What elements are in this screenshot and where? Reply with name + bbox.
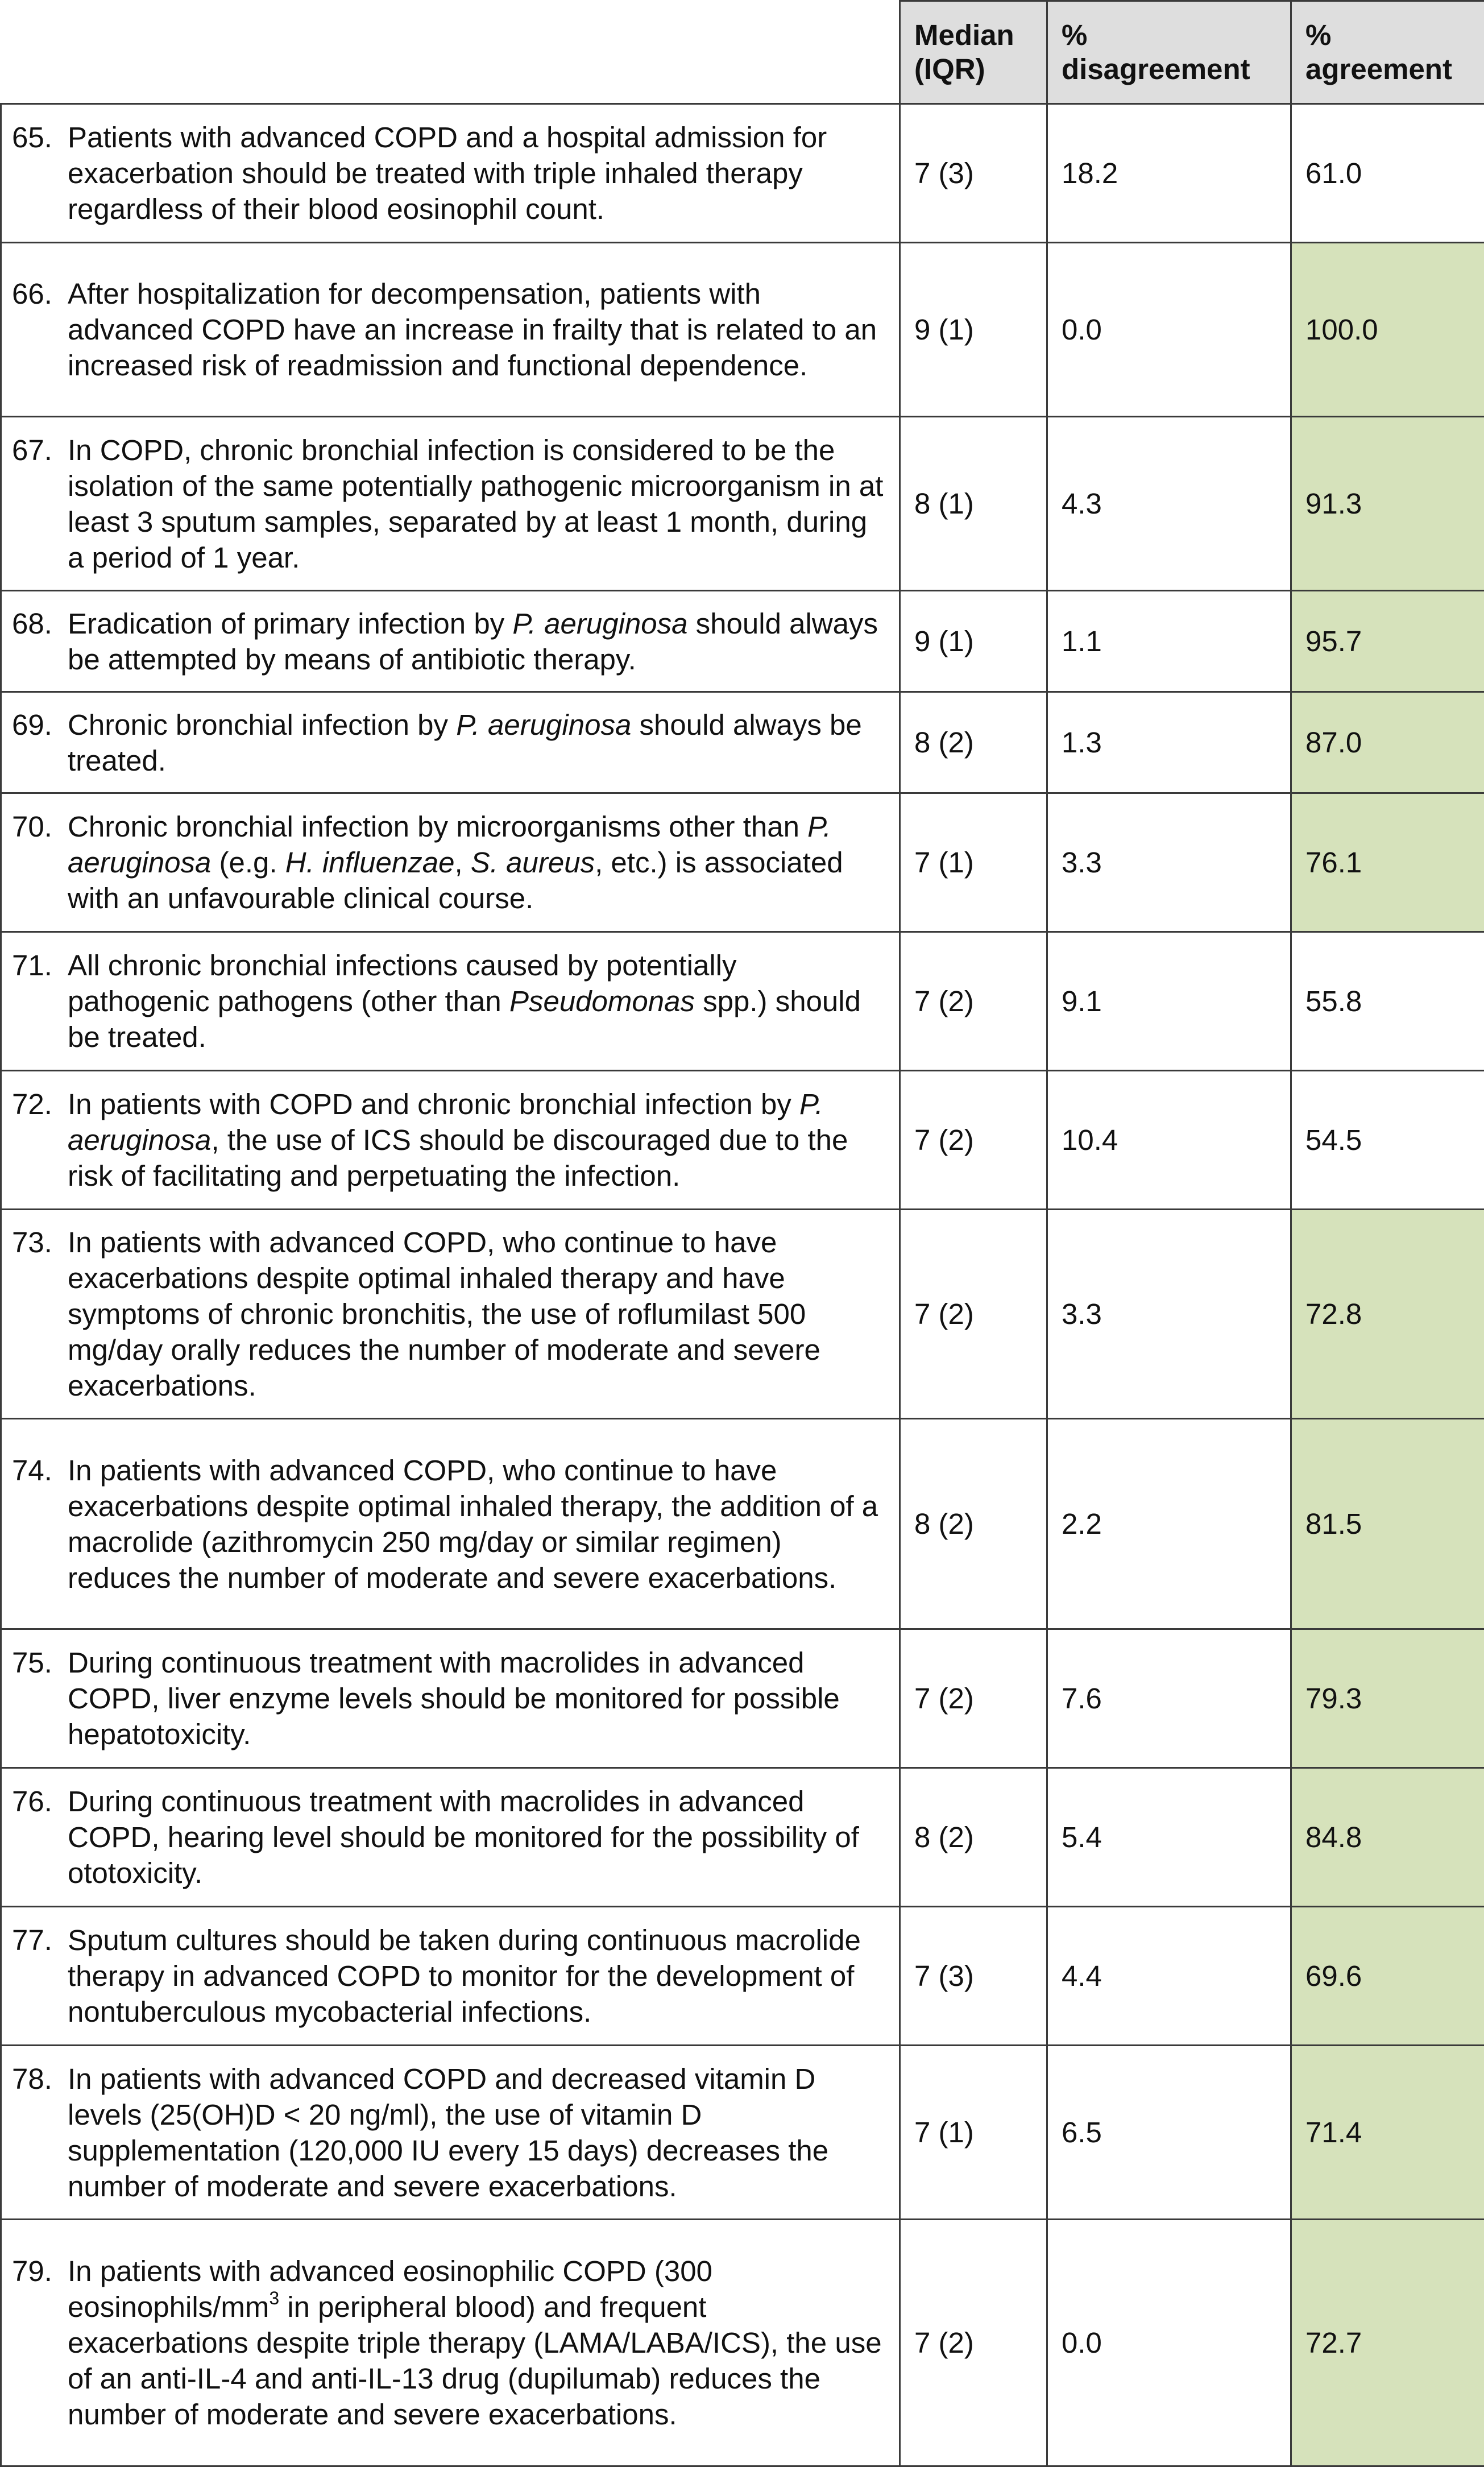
table-row [1,1907,1484,2046]
statement-cell [1,104,900,243]
statement-text-segment: spp.) should be treated. [68,985,861,1053]
statement-text [68,1922,886,2030]
statement-text-segment: , etc.) is associated with an unfavourable clinical course. [68,846,843,914]
statement-cell [1,1768,900,1907]
statement-number: 79. [12,2253,68,2289]
statement-text [68,2061,886,2204]
statement-cell [1,932,900,1071]
statement-text-segment: Sputum cultures should be taken during continuous macrolide therapy in advanced COPD to monitor for the development of nontuberculous mycobacterial infections. [68,1924,861,2028]
header-row [1,1,1484,104]
statement-number: 72. [12,1086,68,1122]
statement-cell [1,692,900,793]
disagreement-cell: 1.1 [1047,591,1291,692]
disagreement-cell: 2.2 [1047,1419,1291,1629]
table-row [1,1629,1484,1768]
statement-text-segment: should always be treated. [68,709,862,777]
statement-text-segment: All chronic bronchial infections caused by potentially pathogenic pathogens (other than [68,949,737,1017]
agreement-cell: 79.3 [1291,1629,1484,1768]
statement-cell [1,243,900,417]
statement-text-segment: , the use of ICS should be discouraged due to the risk of facilitating and perpetuating the infection. [68,1124,848,1192]
statement-text [68,276,886,383]
statement-text-segment: (e.g. [211,846,285,879]
statement-cell [1,1629,900,1768]
median-iqr-cell: 7 (2) [900,932,1047,1071]
statement-text-segment: In COPD, chronic bronchial infection is considered to be the isolation of the same potentially pathogenic microorganism in at least 3 sputum samples, separated by at least 1 month, during a period of 1 year. [68,434,883,574]
table-row [1,591,1484,692]
statement-italic-term: P. aeruginosa [456,709,631,741]
statement-cell [1,1907,900,2046]
statement-rows [1,104,1484,2466]
disagreement-cell: 7.6 [1047,1629,1291,1768]
statement-number: 65. [12,119,68,155]
median-iqr-cell: 7 (3) [900,1907,1047,2046]
median-iqr-cell: 7 (3) [900,104,1047,243]
agreement-cell: 72.7 [1291,2220,1484,2466]
table-row [1,243,1484,417]
statement-text-segment: should always be attempted by means of antibiotic therapy. [68,607,878,676]
statement-text-segment: Chronic bronchial infection by [68,709,456,741]
table-row [1,1210,1484,1419]
statement-number: 71. [12,947,68,983]
statement-italic-term: P. aeruginosa [68,810,831,879]
statement-text [68,809,886,916]
statement-cell [1,591,900,692]
statement-text-segment: Patients with advanced COPD and a hospital admission for exacerbation should be treated with triple inhaled therapy regardless of their blood eosinophil count. [68,121,827,225]
disagreement-cell: 0.0 [1047,243,1291,417]
table-row [1,1768,1484,1907]
statement-number: 76. [12,1783,68,1819]
statement-number: 69. [12,707,68,743]
statement-cell [1,2220,900,2466]
statement-text [68,119,886,227]
statement-text-segment: In patients with COPD and chronic bronchial infection by [68,1088,799,1120]
agreement-cell: 91.3 [1291,417,1484,591]
median-iqr-cell: 7 (2) [900,2220,1047,2466]
table-row [1,2220,1484,2466]
statement-cell [1,1210,900,1419]
statement-text-segment: in peripheral blood) and frequent exacerbations despite triple therapy (LAMA/LABA/ICS), the use of an anti-IL-4 and anti-IL-13 drug (dupilumab) reduces the number of moderate and severe exacerbations. [68,2291,882,2431]
statement-text [68,606,886,677]
statement-number: 77. [12,1922,68,1958]
median-iqr-cell: 8 (2) [900,692,1047,793]
statement-italic-term: P. aeruginosa [68,1088,823,1156]
statement-text [68,432,886,576]
agreement-cell: 81.5 [1291,1419,1484,1629]
table-row [1,1419,1484,1629]
statement-text [68,1452,886,1596]
disagreement-cell: 6.5 [1047,2046,1291,2220]
statement-text-segment: In patients with advanced COPD and decreased vitamin D levels (25(OH)D < 20 ng/ml), the use of vitamin D supplementation (120,000 IU every 15 days) decreases the number of moderate and severe exacerbations. [68,2063,828,2203]
statement-text-segment: In patients with advanced eosinophilic COPD (300 eosinophils/mm [68,2255,712,2323]
statement-number: 74. [12,1452,68,1488]
median-iqr-cell: 8 (2) [900,1419,1047,1629]
statement-number: 73. [12,1224,68,1260]
statement-text [68,1783,886,1891]
disagreement-cell: 4.4 [1047,1907,1291,2046]
agreement-cell: 87.0 [1291,692,1484,793]
statement-text-segment: During continuous treatment with macrolides in advanced COPD, liver enzyme levels should be monitored for possible hepatotoxicity. [68,1646,840,1750]
statement-text-segment: In patients with advanced COPD, who continue to have exacerbations despite optimal inhaled therapy, the addition of a macrolide (azithromycin 250 mg/day or similar regimen) reduces the number of moderate and severe exacerbations. [68,1454,878,1594]
statement-text-segment: During continuous treatment with macrolides in advanced COPD, hearing level should be monitored for the possibility of ototoxicity. [68,1785,859,1889]
disagreement-cell: 10.4 [1047,1071,1291,1210]
table-row [1,1071,1484,1210]
disagreement-cell: 18.2 [1047,104,1291,243]
median-iqr-cell: 7 (2) [900,1071,1047,1210]
statement-text-segment: , [454,846,470,879]
median-iqr-cell: 9 (1) [900,591,1047,692]
disagreement-cell: 3.3 [1047,793,1291,932]
statement-text [68,2253,886,2432]
agreement-cell: 54.5 [1291,1071,1484,1210]
agreement-cell: 69.6 [1291,1907,1484,2046]
disagreement-cell: 9.1 [1047,932,1291,1071]
agreement-cell: 61.0 [1291,104,1484,243]
statement-text-segment: Eradication of primary infection by [68,607,512,640]
median-iqr-cell: 8 (1) [900,417,1047,591]
statement-text [68,947,886,1055]
agreement-cell: 76.1 [1291,793,1484,932]
statement-number: 68. [12,606,68,641]
statement-number: 66. [12,276,68,312]
median-iqr-cell: 7 (1) [900,793,1047,932]
statement-italic-term: Pseudomonas [509,985,695,1017]
median-iqr-cell: 7 (1) [900,2046,1047,2220]
disagreement-cell: 1.3 [1047,692,1291,793]
disagreement-cell: 4.3 [1047,417,1291,591]
statement-number: 67. [12,432,68,468]
agreement-cell: 100.0 [1291,243,1484,417]
statement-superscript: 3 [269,2288,279,2308]
statement-cell [1,1419,900,1629]
table-row [1,932,1484,1071]
table-row [1,692,1484,793]
disagreement-header: % disagreement [1047,1,1291,104]
agreement-cell: 84.8 [1291,1768,1484,1907]
statement-italic-term: H. influenzae [285,846,455,879]
statement-text [68,1645,886,1752]
statement-text-segment: Chronic bronchial infection by microorganisms other than [68,810,807,843]
statement-cell [1,1071,900,1210]
table-row [1,2046,1484,2220]
disagreement-cell: 0.0 [1047,2220,1291,2466]
table-row [1,793,1484,932]
statement-text-segment: In patients with advanced COPD, who continue to have exacerbations despite optimal inhaled therapy and have symptoms of chronic bronchitis, the use of roflumilast 500 mg/day orally reduces the number of moderate and severe exacerbations. [68,1226,820,1402]
median-iqr-cell: 7 (2) [900,1210,1047,1419]
median-iqr-header: Median (IQR) [900,1,1047,104]
median-iqr-cell: 8 (2) [900,1768,1047,1907]
statement-text [68,1224,886,1404]
statement-italic-term: S. aureus [471,846,595,879]
agreement-header: % agreement [1291,1,1484,104]
agreement-cell: 71.4 [1291,2046,1484,2220]
statement-text [68,1086,886,1194]
disagreement-cell: 5.4 [1047,1768,1291,1907]
median-iqr-cell: 7 (2) [900,1629,1047,1768]
statement-italic-term: P. aeruginosa [512,607,687,640]
header-blank-cell [1,1,900,104]
statement-number: 70. [12,809,68,845]
statement-cell [1,417,900,591]
statement-text-segment: After hospitalization for decompensation, patients with advanced COPD have an increase in frailty that is related to an increased risk of readmission and functional dependence. [68,278,877,382]
disagreement-cell: 3.3 [1047,1210,1291,1419]
statement-cell [1,2046,900,2220]
statement-text [68,707,886,779]
table-row [1,104,1484,243]
agreement-cell: 95.7 [1291,591,1484,692]
statement-number: 75. [12,1645,68,1680]
table-row [1,417,1484,591]
statement-number: 78. [12,2061,68,2097]
agreement-cell: 55.8 [1291,932,1484,1071]
median-iqr-cell: 9 (1) [900,243,1047,417]
statement-cell [1,793,900,932]
agreement-cell: 72.8 [1291,1210,1484,1419]
